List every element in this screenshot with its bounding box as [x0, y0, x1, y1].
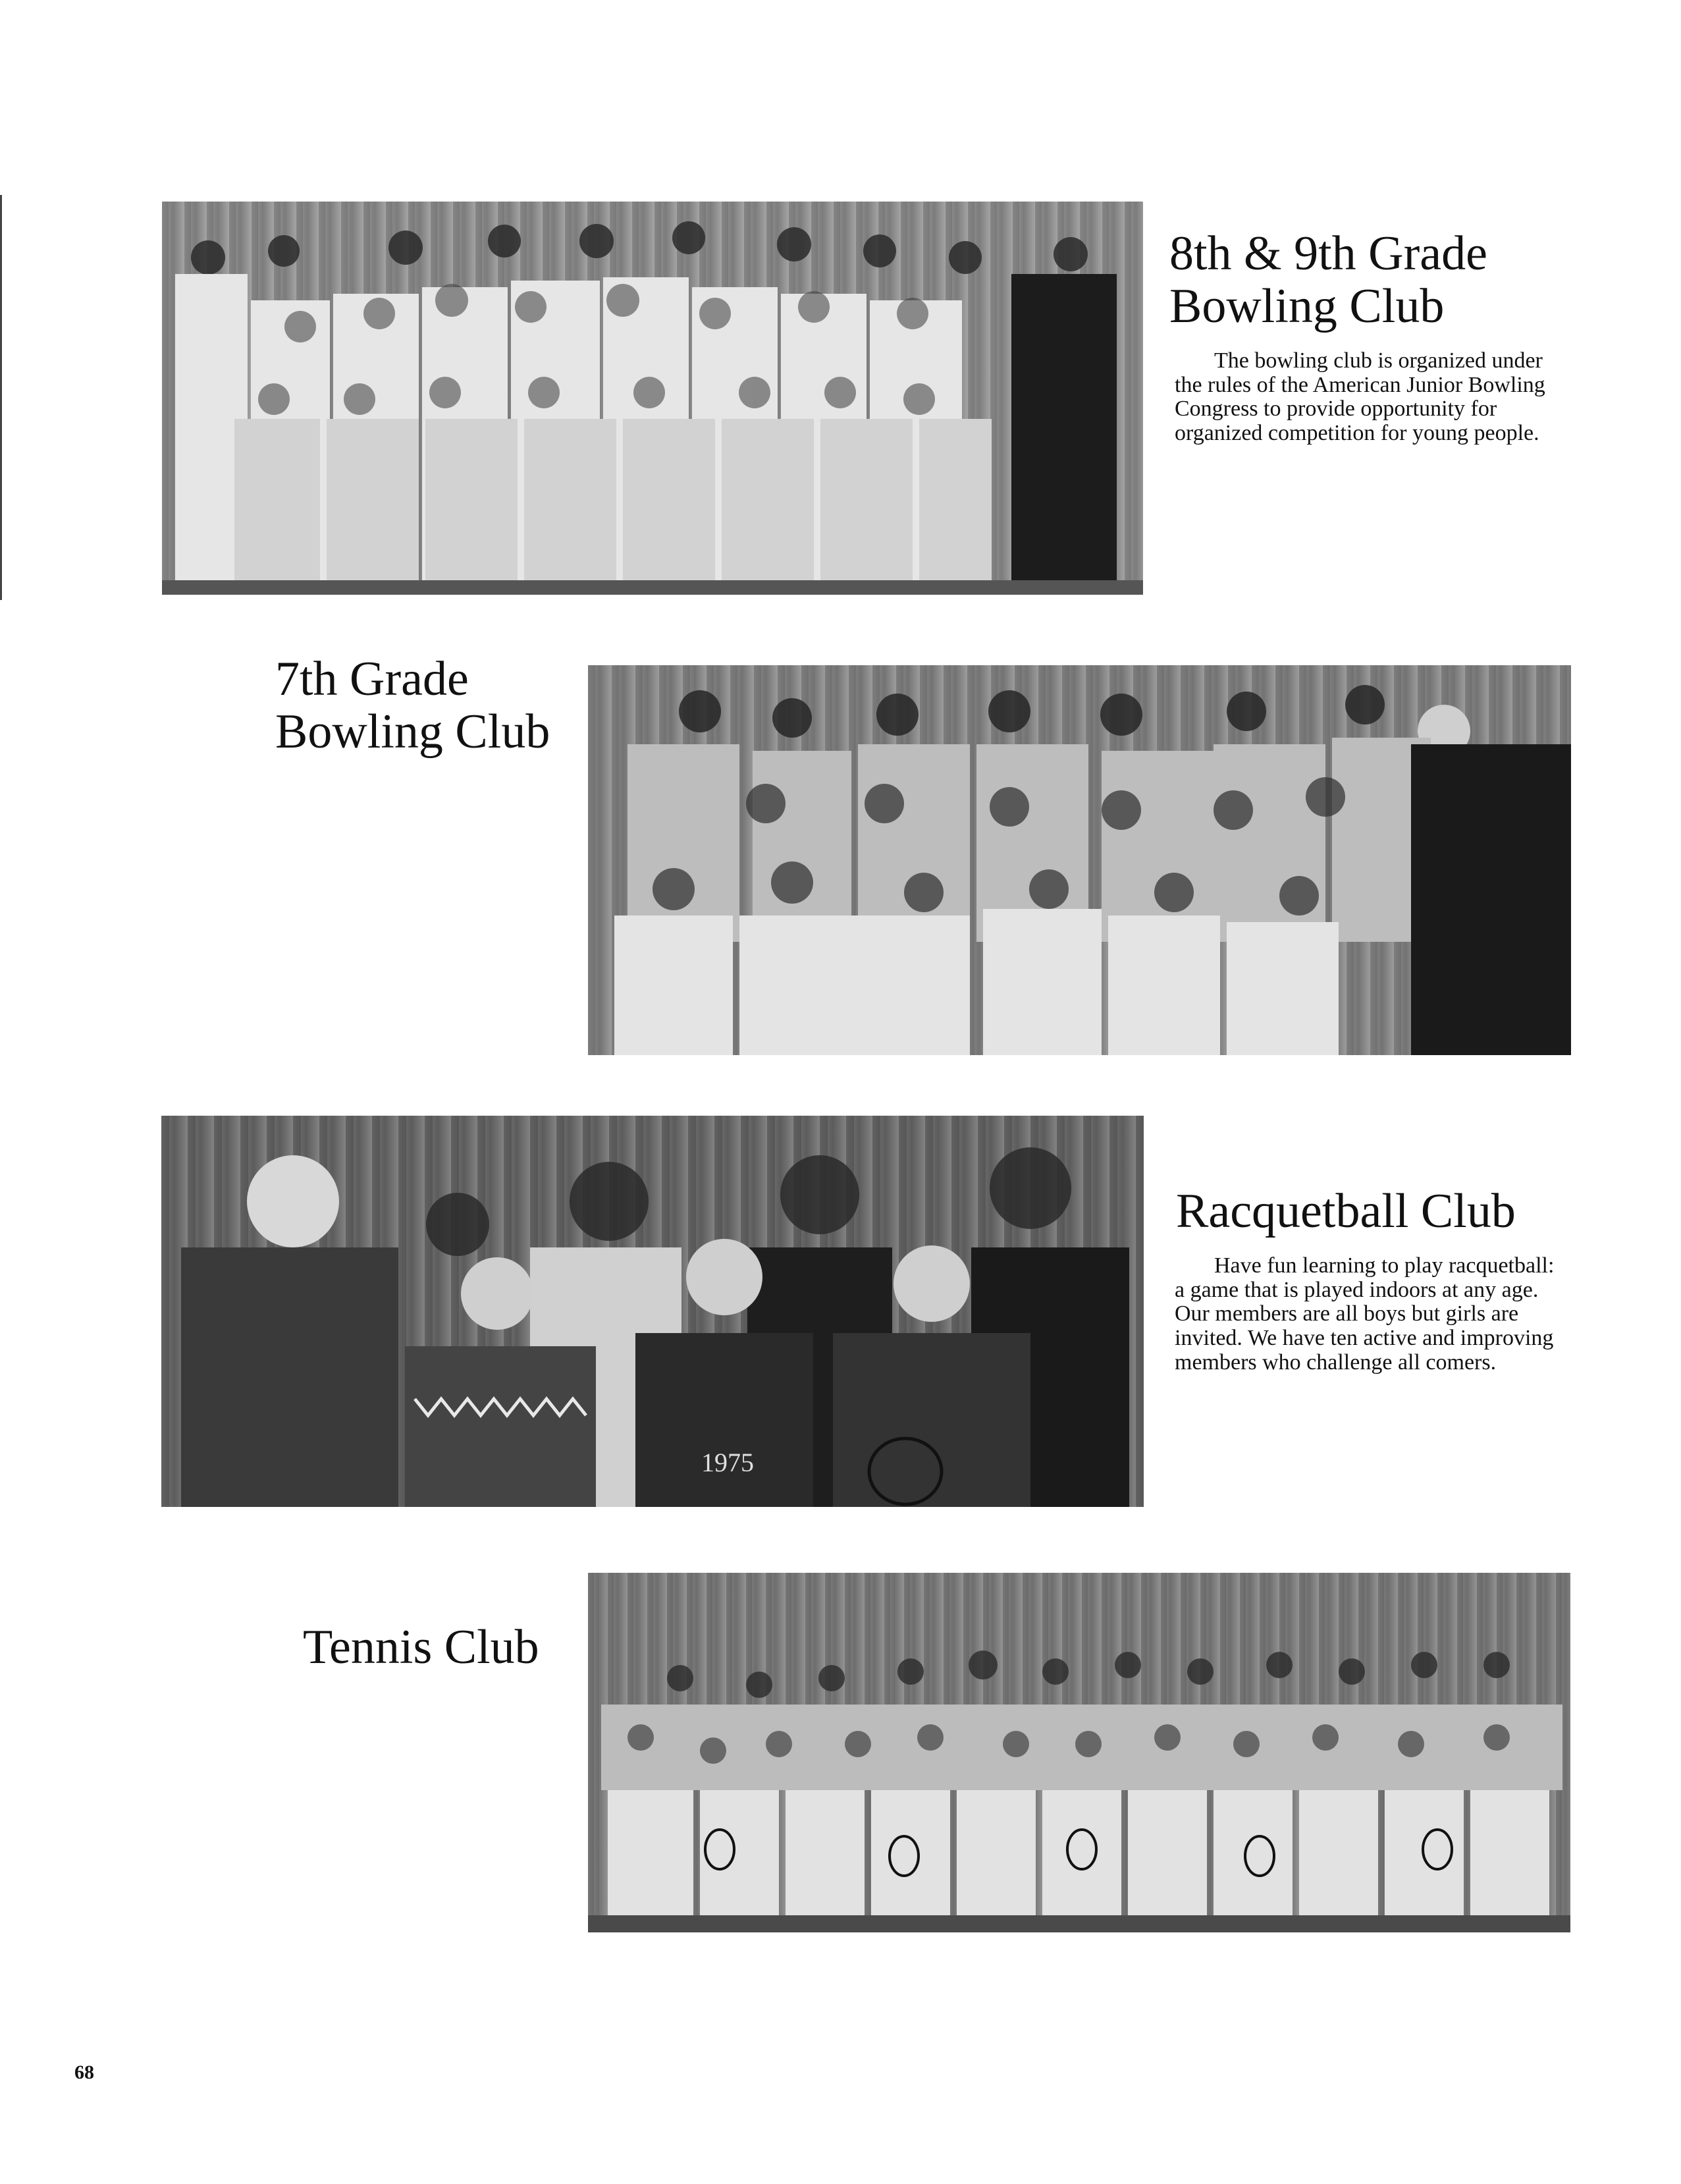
bowling-club-89-title-line2: Bowling Club	[1169, 279, 1445, 333]
racquetball-club-body: Have fun learning to play racquetball: a game that is played indoors at any age. Our members are all boys but girls are invited. We have ten active and improving members who challenge all comers.	[1175, 1253, 1555, 1375]
bowling-club-7-photo	[588, 665, 1571, 1055]
racquetball-club-photo	[161, 1116, 1144, 1507]
page-number: 68	[74, 2061, 94, 2083]
jacket-year-text: 1975	[701, 1448, 754, 1477]
racquetball-club-description	[1175, 1254, 1563, 1375]
bowling-club-89-description	[1175, 349, 1560, 446]
racquetball-club-title: Racquetball Club	[1176, 1184, 1516, 1238]
bowling-club-89-photo	[162, 202, 1143, 595]
bowling-club-7-title	[275, 653, 550, 759]
page-edge-mark	[0, 195, 2, 600]
tennis-club-photo	[588, 1573, 1570, 1932]
tennis-club-title: Tennis Club	[303, 1620, 539, 1674]
bowling-club-89-body: The bowling club is organized under the rules of the American Junior Bowling Congress to provide opportunity for organized competition for young people.	[1175, 348, 1545, 446]
bowling-club-89-title	[1169, 228, 1487, 333]
bowling-club-7-title-line2: Bowling Club	[275, 704, 550, 759]
bowling-club-89-title-line1: 8th & 9th Grade	[1169, 227, 1487, 281]
bowling-club-7-title-line1: 7th Grade	[275, 652, 469, 706]
